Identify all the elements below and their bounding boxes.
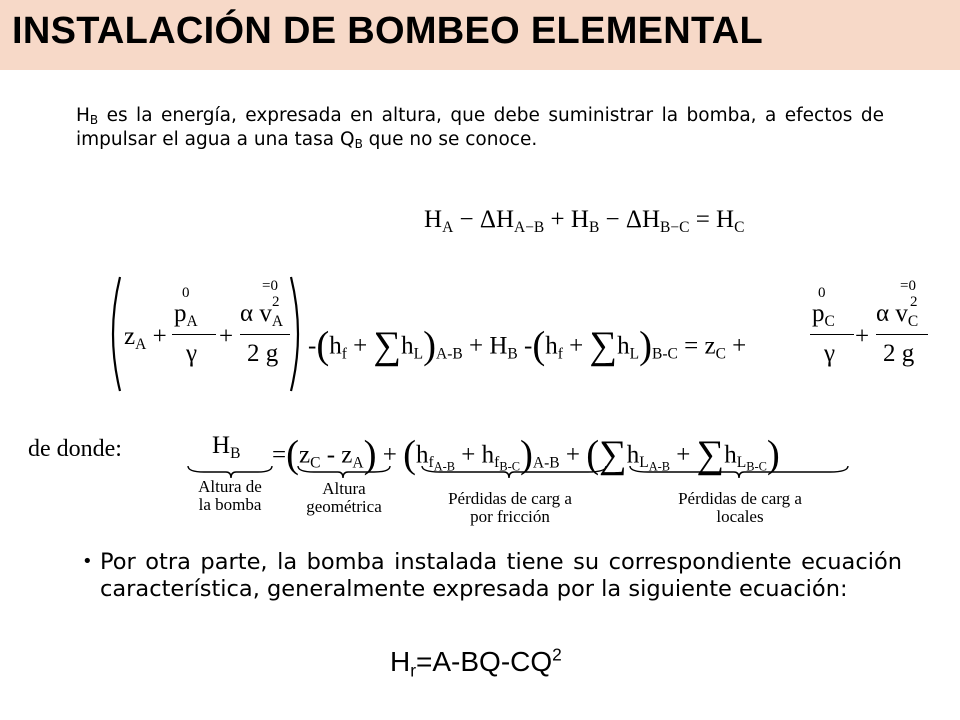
intro-q-sub: B [354,137,363,151]
label-altura-bomba-1: Altura de [198,477,262,496]
bullet-paragraph [82,548,902,603]
intro-paragraph [76,104,884,152]
label-altura-geom-2: geométrica [306,497,382,516]
intro-h-sub: B [89,113,99,127]
bullet-text: Por otra parte, la bomba instalada tiene su correspondiente ecuación característica, generalmente expresada por la siguiente ecuación: [100,549,902,602]
title-bar [0,0,960,70]
fraction-line [240,334,290,335]
intro-text-1: es la energía, expresada en altura, que debe suministrar la bomba, a efectos de impulsar el agua a una tasa Q [76,105,884,150]
intro-text-2: que no se conoce. [362,129,538,150]
fraction-line [876,334,928,335]
label-altura-bomba-2: la bomba [198,495,262,514]
fraction-line [810,334,854,335]
label-perdidas-friccion-1: Pérdidas de carg a [448,489,572,508]
label-altura-geom-1: Altura [322,479,366,498]
de-donde-label: de donde: [28,436,122,462]
pump-characteristic-equation: $Hr=A-BQ-CQ^2$ [390,644,562,681]
label-perdidas-locales-2: locales [716,507,764,526]
energy-balance-equation: HA − ΔHA−B + HB − ΔHB−C = HC [424,206,745,236]
intro-h: H [76,105,90,126]
label-perdidas-friccion-2: por fricción [470,507,550,526]
big-left-paren [104,275,124,393]
page-title: INSTALACIÓN DE BOMBEO ELEMENTAL [12,10,763,52]
bullet-dot-icon: • [82,551,93,572]
label-perdidas-locales-1: Pérdidas de carg a [678,489,802,508]
fraction-line [172,334,216,335]
big-right-paren [287,275,307,393]
